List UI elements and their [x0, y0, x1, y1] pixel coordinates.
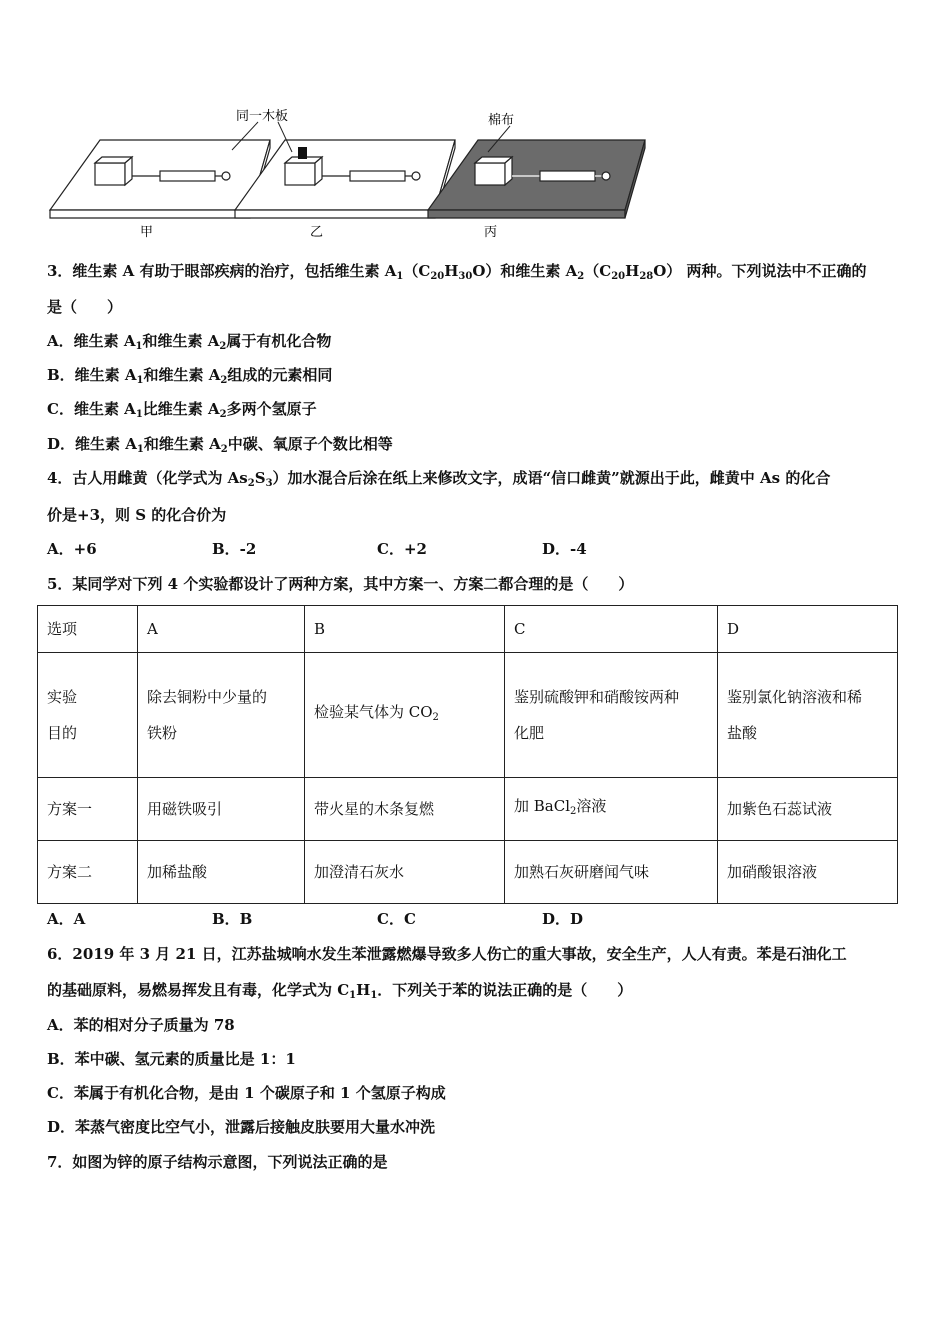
q3-stem-line2: 是（ ）	[47, 298, 123, 316]
q4-stem-line2: 价是+3，则 S 的化合价为	[47, 506, 227, 524]
plan1-d: 加紫色石蕊试液	[718, 778, 898, 841]
q5-table	[37, 605, 898, 904]
plan1-b: 带火星的木条复燃	[305, 778, 505, 841]
q7-stem: 7．如图为锌的原子结构示意图，下列说法正确的是	[47, 1153, 388, 1171]
q5-option-b: B．B	[212, 910, 253, 928]
purpose-a: 除去铜粉中少量的 铁粉	[138, 653, 305, 778]
purpose-c: 鉴别硫酸钾和硝酸铵两种 化肥	[505, 653, 718, 778]
row-label-purpose: 实验 目的	[38, 653, 138, 778]
q6-option-c: C．苯属于有机化合物，是由 1 个碳原子和 1 个氢原子构成	[47, 1084, 446, 1102]
q4-stem-line1: 4．古人用雌黄（化学式为 $As_2S_3$）加水混合后涂在纸上来修改文字，成语“信口雌黄”就源出于此，雌黄中 As 的化合	[47, 469, 831, 489]
plan1-a: 用磁铁吸引	[138, 778, 305, 841]
q6-option-b: B．苯中碳、氢元素的质量比是 1：1	[47, 1050, 296, 1068]
purpose-b: 检验某气体为 $CO_2$	[305, 653, 505, 778]
label-same-board: 同一木板	[236, 109, 289, 124]
plan2-b: 加澄清石灰水	[305, 841, 505, 904]
header-cell: D	[718, 606, 898, 653]
q6-option-a: A．苯的相对分子质量为 78	[47, 1016, 235, 1034]
q3-option-c: C．维生素 $A_1$比维生素 $A_2$多两个氢原子	[47, 400, 317, 420]
label-bing: 丙	[484, 225, 498, 240]
table-row-header	[38, 606, 898, 653]
header-cell: A	[138, 606, 305, 653]
q3-stem-line1: 3．维生素 A 有助于眼部疾病的治疗，包括维生素 $A_1(C_{20}H_{30}O)$和维生素 $A_2(C_{20}H_{28}O)$ 两种。下列说法中不正确的	[47, 262, 867, 282]
q6-stem-line1: 6．2019 年 3 月 21 日，江苏盐城响水发生苯泄露燃爆导致多人伤亡的重大事故，安全生产，人人有责。苯是石油化工	[47, 945, 847, 963]
purpose-d: 鉴别氯化钠溶液和稀 盐酸	[718, 653, 898, 778]
q4-option-c: C．+2	[377, 540, 427, 558]
plan1-c: 加 BaCl$_2$溶液	[505, 778, 718, 841]
plan2-d: 加硝酸银溶液	[718, 841, 898, 904]
row-label-plan2: 方案二	[38, 841, 138, 904]
header-cell: 选项	[38, 606, 138, 653]
label-cotton: 棉布	[488, 113, 515, 128]
board-bing	[428, 126, 645, 218]
q3-option-a: A．维生素 $A_1$和维生素 $A_2$属于有机化合物	[47, 332, 332, 352]
q6-stem-line2: 的基础原料，易燃易挥发且有毒，化学式为 $C_1H_1$．下列关于苯的说法正确的是（ ）	[47, 981, 633, 1001]
plan2-c: 加熟石灰研磨闻气味	[505, 841, 718, 904]
label-jia: 甲	[140, 225, 154, 240]
q4-option-d: D．-4	[542, 540, 587, 558]
q5-option-a: A．A	[47, 910, 86, 928]
q3-option-d: D．维生素 $A_1$和维生素 $A_2$中碳、氧原子个数比相等	[47, 435, 393, 455]
q5-stem: 5．某同学对下列 4 个实验都设计了两种方案，其中方案一、方案二都合理的是（ ）	[47, 575, 634, 593]
q4-option-b: B．-2	[212, 540, 257, 558]
q5-option-c: C．C	[377, 910, 416, 928]
table-row-plan1	[38, 778, 898, 841]
header-cell: B	[305, 606, 505, 653]
q6-option-d: D．苯蒸气密度比空气小，泄露后接触皮肤要用大量水冲洗	[47, 1118, 436, 1136]
q5-option-d: D．D	[542, 910, 584, 928]
label-yi: 乙	[310, 225, 324, 240]
q4-option-a: A．+6	[47, 540, 97, 558]
header-cell: C	[505, 606, 718, 653]
friction-experiment-figure	[40, 100, 650, 250]
q3-option-b: B．维生素 $A_1$和维生素 $A_2$组成的元素相同	[47, 366, 333, 386]
table-row-plan2	[38, 841, 898, 904]
plan2-a: 加稀盐酸	[138, 841, 305, 904]
board-yi	[232, 122, 455, 218]
table-row-purpose	[38, 653, 898, 778]
row-label-plan1: 方案一	[38, 778, 138, 841]
